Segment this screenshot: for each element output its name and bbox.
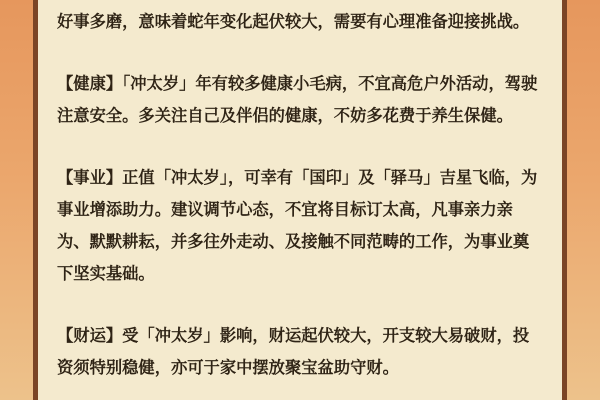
text-line: 资须特别稳健，亦可于家中摆放聚宝盆助守财。 [57,358,399,377]
paragraph-wealth [57,320,543,384]
text-line: 好事多磨，意味着蛇年变化起伏较大，需要有心理准备迎接挑战。 [57,12,530,31]
text-line: 为、默默耕耘，并多往外走动、及接触不同范畴的工作，为事业奠 [57,232,530,251]
paragraph-health [57,68,543,132]
text-line: 注意安全。多关注自己及伴侣的健康，不妨多花费于养生保健。 [57,106,513,125]
text-line: 事业增添助力。建议调节心态，不宜将目标订太高，凡事亲力亲 [57,200,513,219]
article-content [38,0,562,384]
text-line: 【事业】正值「冲太岁」，可幸有「国印」及「驿马」吉星飞临，为 [57,168,538,187]
text-line: 【财运】受「冲太岁」影响，财运起伏较大，开支较大易破财，投 [57,326,530,345]
paragraph-career [57,162,543,290]
article-paper [33,0,567,400]
text-line: 下坚实基础。 [57,264,155,283]
paragraph-intro [57,6,543,38]
text-line: 【健康】「冲太岁」年有较多健康小毛病，不宜高危户外活动，驾驶 [57,74,538,93]
